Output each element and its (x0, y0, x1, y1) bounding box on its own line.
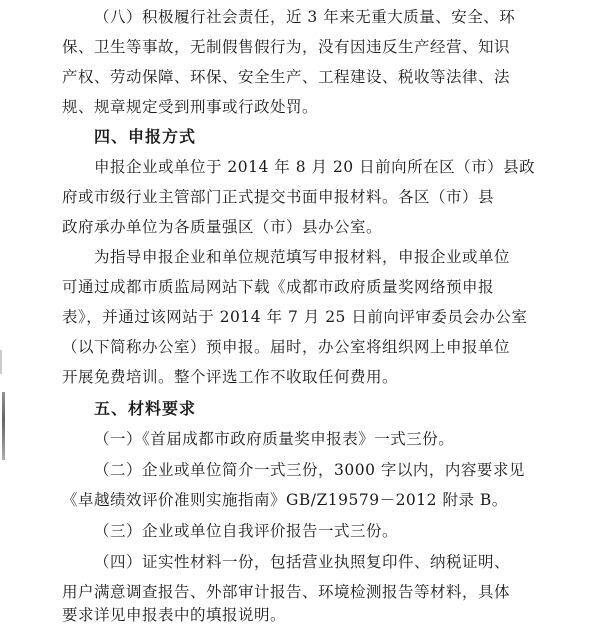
scan-edge-mark-small (0, 350, 2, 374)
section4-p2-line-4: （以下简称办公室）预申报。届时，办公室将组织网上申报单位 (62, 338, 511, 356)
item3-line: （三）企业或单位自我评价报告一式三份。 (94, 522, 399, 540)
section-4-heading: 四、申报方式 (94, 127, 197, 146)
para8-line-3: 产权、劳动保障、环保、安全生产、工程建设、税收等法律、法 (62, 68, 511, 86)
section4-p1-line-2: 府或市级行业主管部门正式提交书面申报材料。各区（市）县 (62, 188, 495, 206)
para8-line-2: 保、卫生等事故，无制假售假行为，没有因违反生产经营、知识 (62, 38, 511, 56)
section4-p2-line-5: 开展免费培训。整个评选工作不收取任何费用。 (62, 368, 399, 386)
item4-line-1: （四）证实性材料一份，包括营业执照复印件、纳税证明、 (94, 553, 511, 571)
section4-p1-line-3: 政府承办单位为各质量强区（市）县办公室。 (62, 218, 383, 236)
section4-p2-line-3: 表》，并通过该网站于 2014 年 7 月 25 日前向评审委员会办公室 (62, 308, 528, 326)
section-5-heading: 五、材料要求 (94, 399, 197, 418)
section4-p2-line-1: 为指导申报企业和单位规范填写申报材料，申报企业或单位 (94, 248, 511, 266)
item2-line-1: （二）企业或单位简介一式三份，3000 字以内，内容要求见 (94, 461, 525, 479)
item4-line-3: 要求详见申报表中的填报说明。 (62, 606, 287, 624)
section4-p1-line-1: 申报企业或单位于 2014 年 8 月 20 日前向所在区（市）县政 (94, 158, 536, 176)
scan-edge-mark (2, 392, 5, 460)
item2-line-2: 《卓越绩效评价准则实施指南》GB/Z19579－2012 附录 B。 (62, 491, 508, 509)
item1-line: （一）《首届成都市政府质量奖申报表》一式三份。 (94, 430, 455, 448)
para8-line-1: （八）积极履行社会责任，近 3 年来无重大质量、安全、环 (94, 8, 516, 26)
para8-line-4: 规、规章规定受到刑事或行政处罚。 (62, 98, 319, 116)
section4-p2-line-2: 可通过成都市质监局网站下载《成都市政府质量奖网络预申报 (62, 278, 495, 296)
item4-line-2: 用户满意调查报告、外部审计报告、环境检测报告等材料，具体 (62, 583, 511, 601)
